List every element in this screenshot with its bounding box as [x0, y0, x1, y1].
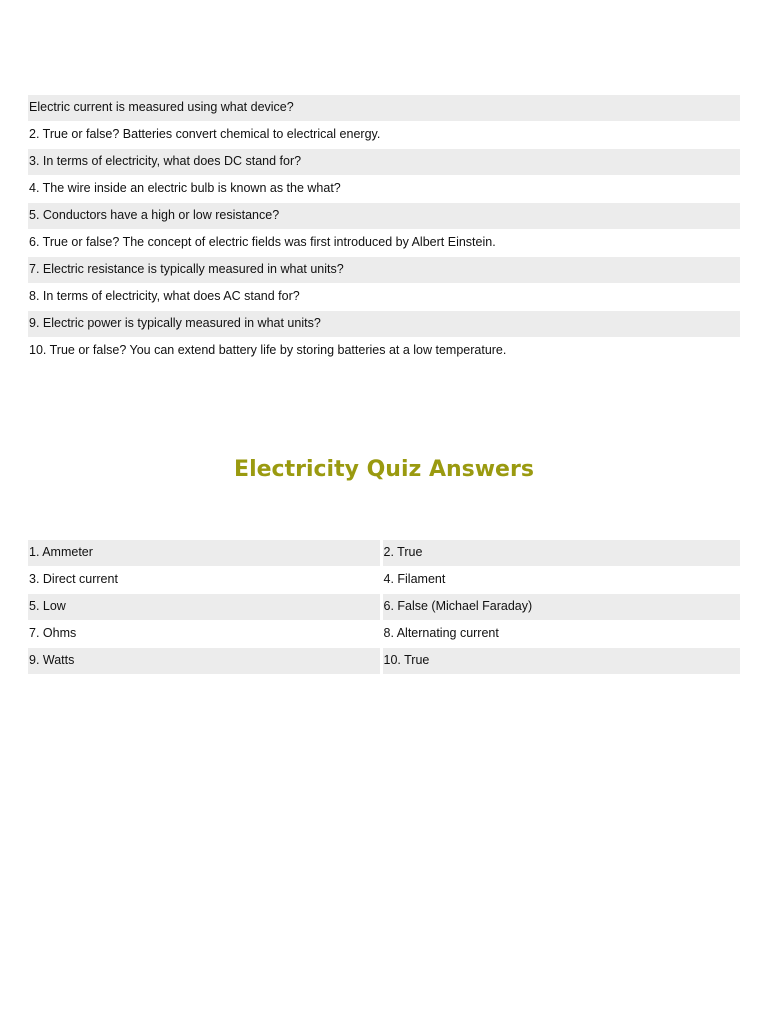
answer-cell: 7. Ohms — [29, 626, 77, 640]
answer-cell: 5. Low — [28, 594, 380, 620]
questions-list — [28, 95, 740, 365]
answers-row — [28, 648, 740, 674]
question-item: 6. True or false? The concept of electric fields was first introduced by Albert Einstein. — [29, 235, 496, 249]
question-item: Electric current is measured using what device? — [28, 95, 740, 121]
question-item: 10. True or false? You can extend battery life by storing batteries at a low temperature. — [29, 343, 507, 357]
question-item: 7. Electric resistance is typically measured in what units? — [28, 257, 740, 283]
question-item: 3. In terms of electricity, what does DC stand for? — [28, 149, 740, 175]
question-item: 8. In terms of electricity, what does AC stand for? — [29, 289, 300, 303]
answers-row — [28, 621, 740, 647]
answer-cell: 4. Filament — [383, 572, 446, 586]
answers-row — [28, 540, 740, 566]
answer-cell: 6. False (Michael Faraday) — [383, 594, 741, 620]
answer-cell: 10. True — [383, 648, 741, 674]
answers-row — [28, 567, 740, 593]
question-item: 4. The wire inside an electric bulb is known as the what? — [29, 181, 341, 195]
answer-cell: 3. Direct current — [29, 572, 118, 586]
answer-cell: 9. Watts — [28, 648, 380, 674]
answer-cell: 8. Alternating current — [383, 626, 499, 640]
question-item: 2. True or false? Batteries convert chemical to electrical energy. — [29, 127, 381, 141]
answer-cell: 1. Ammeter — [28, 540, 380, 566]
answers-row — [28, 594, 740, 620]
question-item: 9. Electric power is typically measured in what units? — [28, 311, 740, 337]
answers-table — [28, 540, 740, 675]
question-item: 5. Conductors have a high or low resistance? — [28, 203, 740, 229]
answer-cell: 2. True — [383, 540, 741, 566]
answers-title: Electricity Quiz Answers — [234, 457, 534, 482]
